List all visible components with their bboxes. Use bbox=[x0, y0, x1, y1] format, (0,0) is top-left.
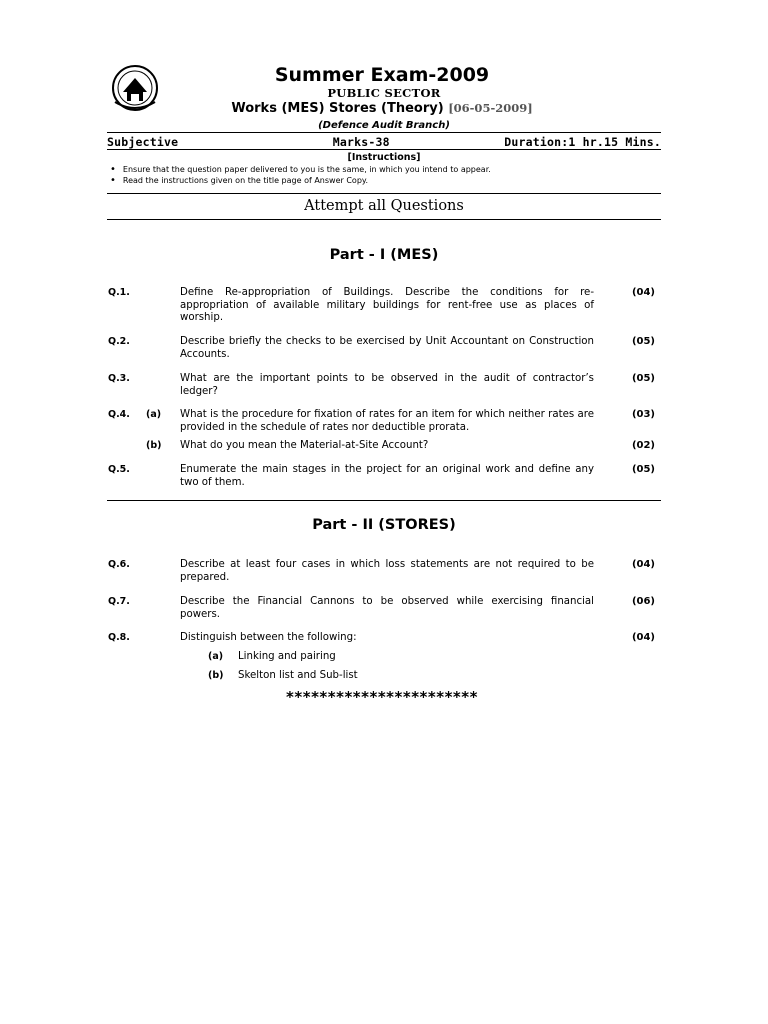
option-label: (a) bbox=[208, 651, 224, 662]
question-marks: (05) bbox=[631, 336, 655, 347]
question-marks: (05) bbox=[631, 373, 655, 384]
question-number: Q.3. bbox=[108, 373, 130, 384]
question-text: Enumerate the main stages in the project for an original work and define any two of them. bbox=[180, 464, 594, 488]
question-text: Describe the Financial Cannons to be observed while exercising financial powers. bbox=[180, 596, 594, 620]
divider bbox=[107, 149, 661, 150]
question-number: Q.4. bbox=[108, 409, 130, 420]
exam-marks: Marks-38 bbox=[332, 135, 390, 149]
attempt-heading: Attempt all Questions bbox=[304, 198, 464, 214]
question-text: Define Re-appropriation of Buildings. Describe the conditions for re-appropriation of available military buildings for rent-free use as places of worship. bbox=[180, 287, 594, 323]
divider bbox=[107, 132, 661, 133]
question-number: Q.6. bbox=[108, 559, 130, 570]
question-marks: (03) bbox=[631, 409, 655, 420]
question-sub-label: (b) bbox=[146, 440, 162, 451]
option-text: Linking and pairing bbox=[238, 651, 336, 662]
question-marks: (04) bbox=[631, 632, 655, 643]
option-row bbox=[208, 670, 358, 681]
exam-type: Subjective bbox=[107, 135, 179, 149]
instructions-list bbox=[110, 164, 491, 186]
exam-branch: (Defence Audit Branch) bbox=[318, 120, 450, 131]
instruction-item: • Read the instructions given on the title page of Answer Copy. bbox=[110, 175, 491, 186]
exam-duration: Duration:1 hr.15 Mins. bbox=[504, 135, 661, 149]
question-text: Distinguish between the following: bbox=[180, 632, 357, 643]
question-text: What do you mean the Material-at-Site Account? bbox=[180, 440, 429, 451]
question-sub-label: (a) bbox=[146, 409, 162, 420]
divider bbox=[107, 193, 661, 194]
divider bbox=[107, 219, 661, 220]
exam-subject: Works (MES) Stores (Theory) bbox=[231, 101, 444, 116]
part2-title: Part - II (STORES) bbox=[312, 517, 456, 533]
exam-meta bbox=[107, 135, 661, 149]
question-marks: (04) bbox=[631, 287, 655, 298]
exam-subject-line bbox=[0, 101, 766, 116]
question-number: Q.1. bbox=[108, 287, 130, 298]
exam-title: Summer Exam-2009 bbox=[274, 64, 490, 86]
divider bbox=[107, 500, 661, 501]
exam-date: [06-05-2009] bbox=[448, 101, 533, 115]
end-of-paper-stars: *********************** bbox=[286, 688, 478, 706]
question-marks: (04) bbox=[631, 559, 655, 570]
instruction-item: • Ensure that the question paper delivered to you is the same, in which you intend to appear. bbox=[110, 164, 491, 175]
question-number: Q.7. bbox=[108, 596, 130, 607]
part1-title: Part - I (MES) bbox=[329, 247, 439, 263]
question-text: What is the procedure for fixation of rates for an item for which neither rates are provided in the schedule of rates nor deductible prorata. bbox=[180, 409, 594, 433]
option-row bbox=[208, 651, 336, 662]
question-number: Q.5. bbox=[108, 464, 130, 475]
question-text: Describe briefly the checks to be exercised by Unit Accountant on Construction Accounts. bbox=[180, 336, 594, 360]
option-label: (b) bbox=[208, 670, 224, 681]
question-number: Q.8. bbox=[108, 632, 130, 643]
instructions-title: [Instructions] bbox=[347, 152, 421, 163]
question-text: What are the important points to be observed in the audit of contractor’s ledger? bbox=[180, 373, 594, 397]
question-text: Describe at least four cases in which loss statements are not required to be prepared. bbox=[180, 559, 594, 583]
question-marks: (02) bbox=[631, 440, 655, 451]
option-text: Skelton list and Sub-list bbox=[238, 670, 358, 681]
question-marks: (06) bbox=[631, 596, 655, 607]
question-number: Q.2. bbox=[108, 336, 130, 347]
question-marks: (05) bbox=[631, 464, 655, 475]
exam-sector: PUBLIC SECTOR bbox=[327, 86, 441, 100]
